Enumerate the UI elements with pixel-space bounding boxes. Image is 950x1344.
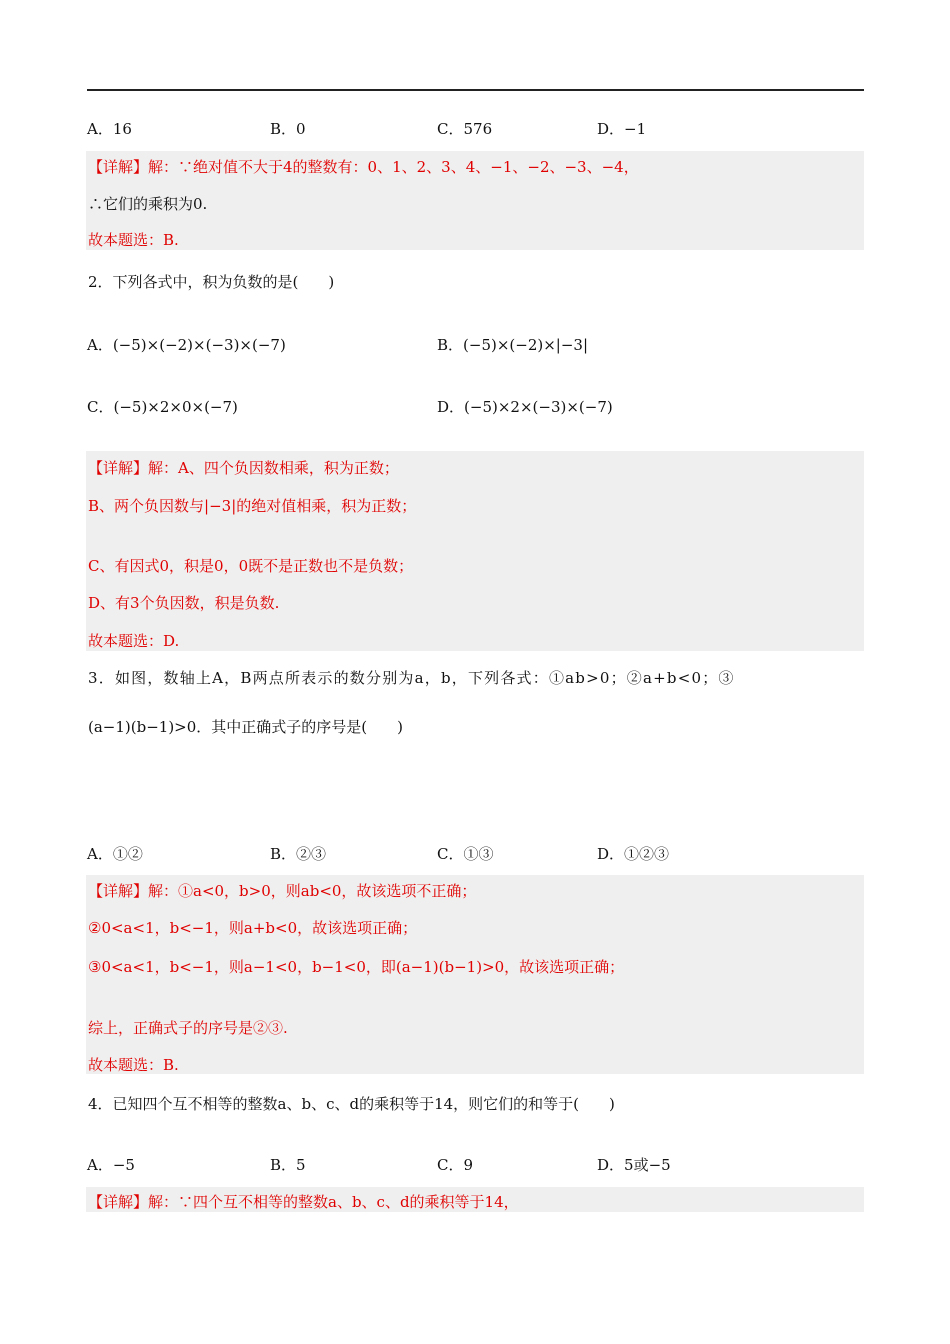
q2-solution-box — [86, 451, 864, 651]
q2-option-d[interactable]: D．(−5)×2×(−3)×(−7) — [437, 398, 613, 416]
q4-option-c[interactable]: C．9 — [437, 1156, 474, 1174]
q1-solution-line-2: ∴它们的乘积为0. — [88, 195, 208, 213]
q4-stem: 4．已知四个互不相等的整数a、b、c、d的乘积等于14，则它们的和等于( ) — [88, 1095, 615, 1113]
q1-option-d[interactable]: D．−1 — [597, 120, 647, 138]
q1-option-c[interactable]: C．576 — [437, 120, 493, 138]
q3-option-d[interactable]: D．①②③ — [597, 845, 670, 863]
q2-solution-line-1: 【详解】解：A、四个负因数相乘，积为正数； — [88, 459, 399, 477]
q3-solution-line-3: ③0<a<1，b<−1，则a−1<0，b−1<0，即(a−1)(b−1)>0，故该选项正确； — [88, 958, 625, 976]
q3-solution-line-2: ②0<a<1，b<−1，则a+b<0，故该选项正确； — [88, 919, 418, 937]
q3-stem-line-1: 3．如图，数轴上A，B两点所表示的数分别为a，b，下列各式：①ab>0；②a+b<0；③ — [88, 669, 735, 687]
q2-solution-line-5: 故本题选：D. — [88, 632, 180, 650]
q3-solution-line-4: 综上，正确式子的序号是②③. — [88, 1019, 288, 1037]
q4-solution-line-1: 【详解】解：∵四个互不相等的整数a、b、c、d的乘积等于14， — [88, 1193, 519, 1211]
q3-stem-line-2: (a−1)(b−1)>0．其中正确式子的序号是( ) — [88, 718, 403, 736]
q4-option-b[interactable]: B．5 — [270, 1156, 306, 1174]
q2-solution-line-3: C、有因式0，积是0，0既不是正数也不是负数； — [88, 557, 414, 575]
q2-solution-line-4: D、有3个负因数，积是负数. — [88, 594, 280, 612]
q1-option-a[interactable]: A．16 — [87, 120, 132, 138]
q2-option-b[interactable]: B．(−5)×(−2)×|−3| — [437, 336, 589, 354]
q2-solution-line-2: B、两个负因数与|−3|的绝对值相乘，积为正数； — [88, 497, 417, 515]
q4-option-a[interactable]: A．−5 — [87, 1156, 135, 1174]
header-rule — [87, 89, 864, 91]
q3-option-c[interactable]: C．①③ — [437, 845, 494, 863]
q4-option-d[interactable]: D．5或−5 — [597, 1156, 671, 1174]
q3-solution-line-1: 【详解】解：①a<0，b>0，则ab<0，故该选项不正确； — [88, 882, 477, 900]
q2-option-a[interactable]: A．(−5)×(−2)×(−3)×(−7) — [87, 336, 286, 354]
q2-stem: 2．下列各式中，积为负数的是( ) — [88, 273, 335, 291]
q3-option-a[interactable]: A．①② — [87, 845, 143, 863]
q3-option-b[interactable]: B．②③ — [270, 845, 327, 863]
q1-solution-line-3: 故本题选：B. — [88, 231, 179, 249]
q1-solution-line-1: 【详解】解：∵绝对值不大于4的整数有：0、1、2、3、4、−1、−2、−3、−4， — [88, 158, 639, 176]
q3-solution-line-5: 故本题选：B. — [88, 1056, 179, 1074]
q1-option-b[interactable]: B．0 — [270, 120, 306, 138]
q2-option-c[interactable]: C．(−5)×2×0×(−7) — [87, 398, 238, 416]
